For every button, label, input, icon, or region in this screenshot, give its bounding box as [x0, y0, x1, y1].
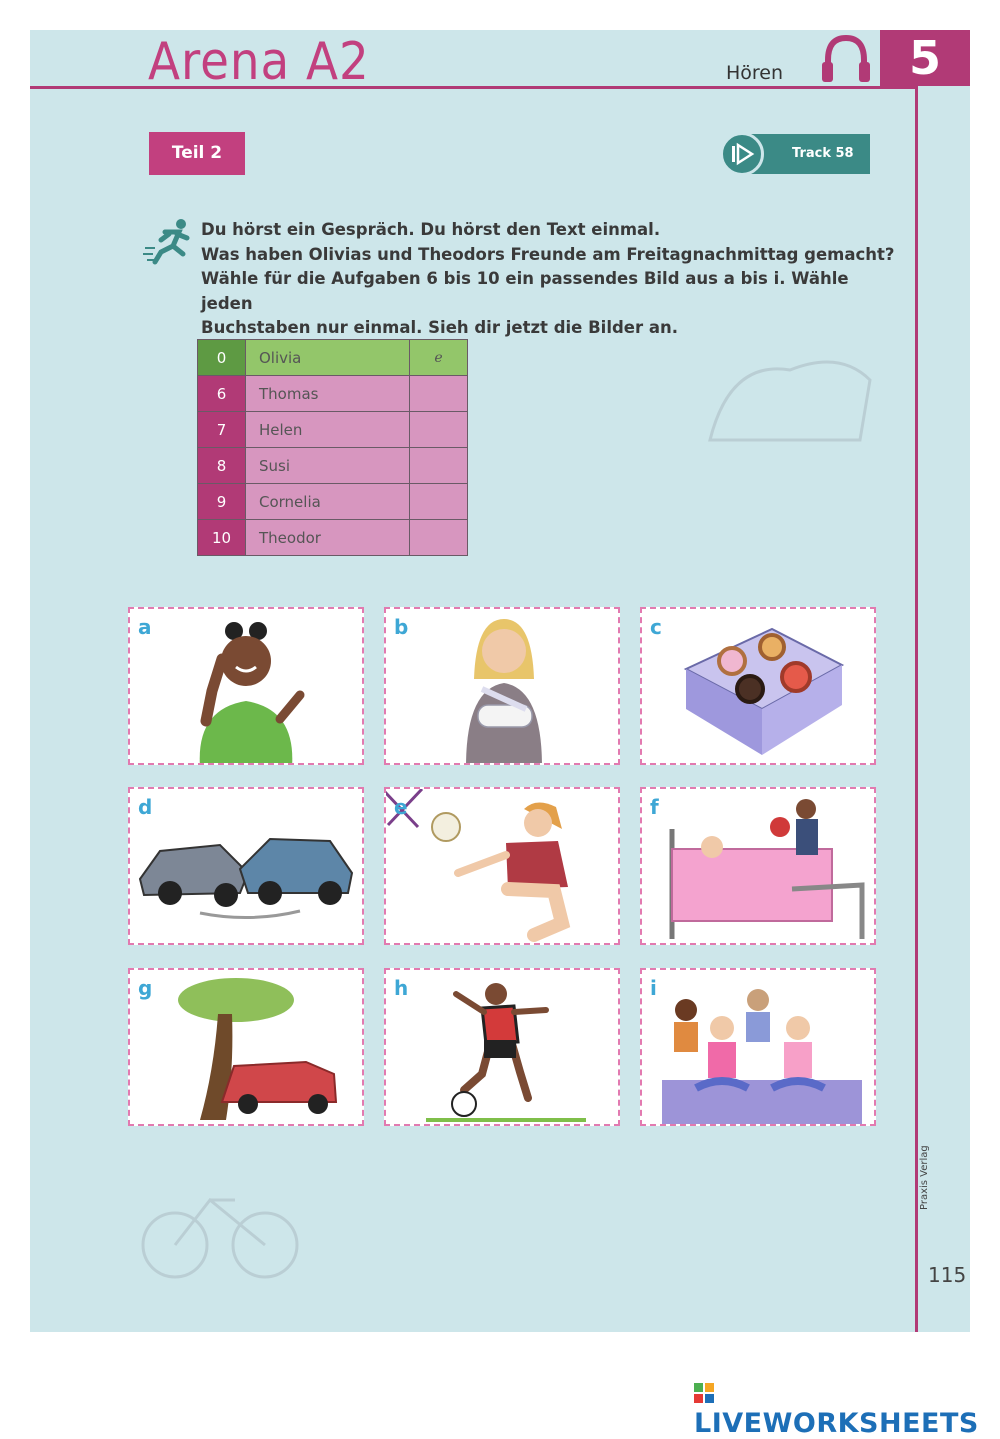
- answer-input[interactable]: [410, 448, 468, 484]
- answer-input[interactable]: [410, 484, 468, 520]
- picture-card-b: [384, 607, 620, 765]
- instruction-line: Buchstaben nur einmal. Sieh dir jetzt die Bilder an.: [201, 318, 679, 337]
- ghost-bicycle-image: [140, 1170, 300, 1290]
- picture-letter: c: [650, 615, 662, 639]
- item-number: 9: [198, 484, 246, 520]
- person-name: Olivia: [246, 340, 410, 376]
- picture-card-g: [128, 968, 364, 1126]
- football-player-image: [386, 970, 620, 1126]
- tree-fell-on-car-image: [130, 970, 364, 1126]
- item-number: 7: [198, 412, 246, 448]
- answer-input[interactable]: [410, 376, 468, 412]
- picture-letter: h: [394, 976, 409, 1000]
- picture-letter: a: [138, 615, 152, 639]
- picture-card-a: [128, 607, 364, 765]
- table-row-example: [198, 340, 468, 376]
- instruction-line: Wähle für die Aufgaben 6 bis 10 ein passendes Bild aus a bis i. Wähle jeden: [201, 269, 849, 313]
- picture-card-h: [384, 968, 620, 1126]
- book-title: Arena A2: [148, 32, 370, 92]
- person-in-bed-image: [642, 789, 876, 945]
- girl-on-phone-image: [130, 609, 364, 765]
- table-row: [198, 520, 468, 556]
- girl-with-broken-arm-image: [386, 609, 620, 765]
- picture-letter: f: [650, 795, 659, 819]
- picture-card-d: [128, 787, 364, 945]
- liveworksheets-logo-icon: [694, 1383, 714, 1403]
- audio-track-button[interactable]: [720, 132, 870, 176]
- table-row: [198, 484, 468, 520]
- instruction-line: Du hörst ein Gespräch. Du hörst den Text einmal.: [201, 220, 661, 239]
- play-circle: [720, 132, 764, 176]
- person-name: Cornelia: [246, 484, 410, 520]
- donuts-on-box-image: [642, 609, 876, 765]
- item-number: 0: [198, 340, 246, 376]
- skill-label: Hören: [726, 62, 784, 84]
- cross-mark-icon: [384, 787, 438, 833]
- liveworksheets-brand[interactable]: [694, 1377, 1000, 1439]
- table-row: [198, 412, 468, 448]
- answer-cell: e: [410, 340, 468, 376]
- play-icon: [723, 135, 761, 173]
- running-person-icon: [143, 218, 195, 266]
- girls-doing-yoga-image: [642, 970, 876, 1126]
- picture-card-c: [640, 607, 876, 765]
- item-number: 10: [198, 520, 246, 556]
- picture-letter: g: [138, 976, 153, 1000]
- person-name: Susi: [246, 448, 410, 484]
- table-row: [198, 448, 468, 484]
- margin-rule: [915, 86, 918, 1332]
- person-name: Theodor: [246, 520, 410, 556]
- picture-card-e: [384, 787, 620, 945]
- picture-letter: e: [394, 795, 408, 819]
- answer-input[interactable]: [410, 412, 468, 448]
- item-number: 6: [198, 376, 246, 412]
- page-number: 115: [928, 1263, 967, 1287]
- answer-table: [197, 339, 468, 556]
- table-row: [198, 376, 468, 412]
- worksheet-page: [30, 30, 970, 1332]
- headphones-icon: [818, 32, 874, 86]
- person-name: Helen: [246, 412, 410, 448]
- unit-number: 5: [880, 30, 970, 86]
- publisher-label: Praxis Verlag: [919, 1145, 930, 1210]
- person-name: Thomas: [246, 376, 410, 412]
- picture-letter: d: [138, 795, 153, 819]
- picture-letter: b: [394, 615, 409, 639]
- track-label: Track 58: [792, 146, 854, 161]
- picture-card-i: [640, 968, 876, 1126]
- brand-name: LIVEWORKSHEETS: [694, 1408, 979, 1439]
- car-crash-image: [130, 789, 364, 945]
- item-number: 8: [198, 448, 246, 484]
- picture-card-f: [640, 787, 876, 945]
- answer-input[interactable]: [410, 520, 468, 556]
- picture-letter: i: [650, 976, 657, 1000]
- instructions: [201, 218, 901, 341]
- instruction-line: Was haben Olivias und Theodors Freunde am Freitagnachmittag gemacht?: [201, 244, 895, 264]
- part-label: Teil 2: [149, 132, 245, 175]
- ghost-cat-image: [670, 320, 890, 460]
